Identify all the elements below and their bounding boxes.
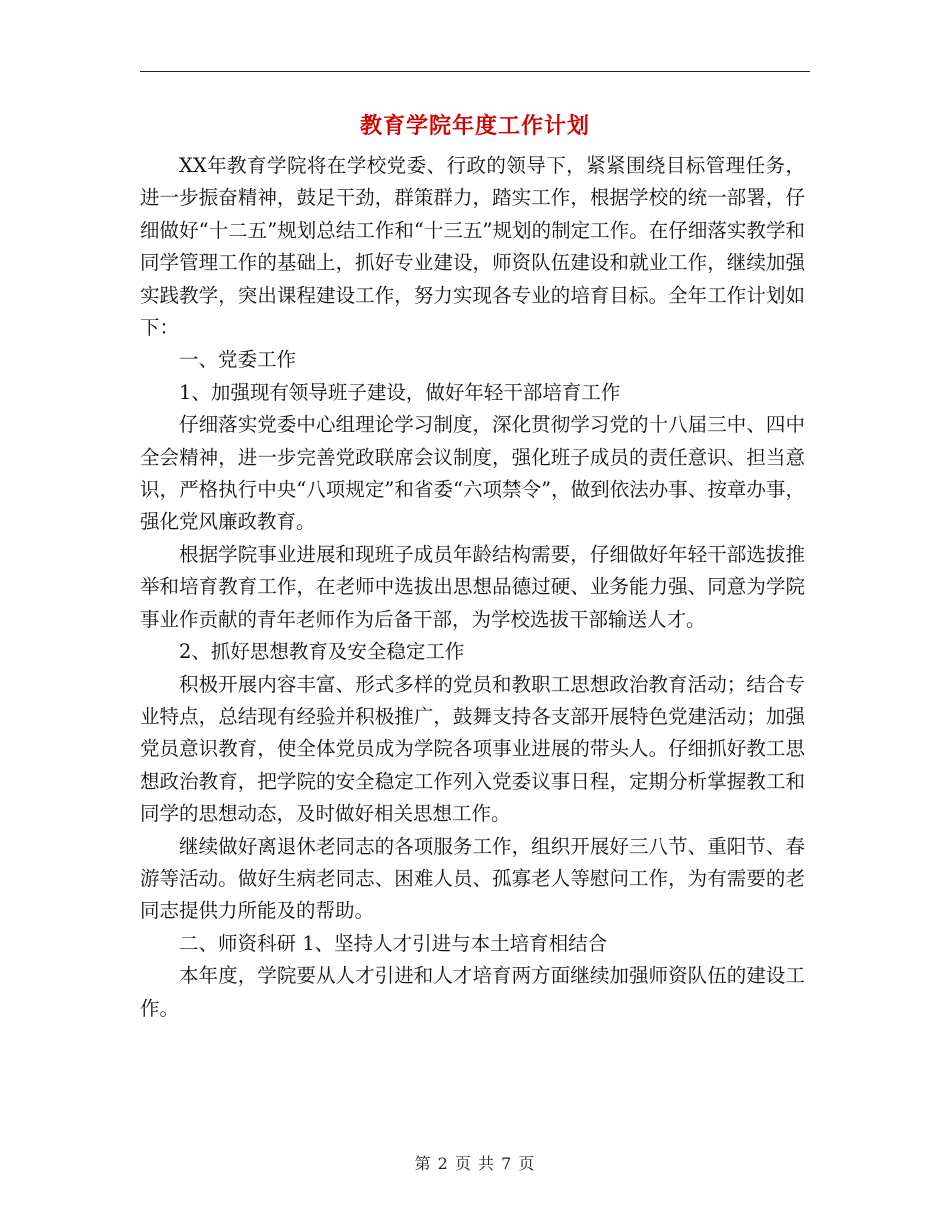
section-heading-party: 一、党委工作 xyxy=(179,348,297,372)
paragraph-political-education: 积极开展内容丰富、形式多样的党员和教职工思想政治教育活动；结合专业特点，总结现有经验并积极推广，鼓舞支持各支部开展特色党建活动；加强党员意识教育，使全体党员成为学院各项事业进展的带头人。仔细抓好教工思想政治教育，把学院的安全稳定工作列入党委议事日程，定期分析掌握教工和同学的思想动态，及时做好相关思想工作。 xyxy=(140,672,805,826)
paragraph-retiree-services: 继续做好离退休老同志的各项服务工作，组织开展好三八节、重阳节、春游等活动。做好生病老同志、困难人员、孤寡老人等慰问工作，为有需要的老同志提供力所能及的帮助。 xyxy=(140,834,805,923)
paragraph-faculty-building: 本年度，学院要从人才引进和人才培育两方面继续加强师资队伍的建设工作。 xyxy=(140,964,805,1020)
paragraph-young-cadres: 根据学院事业进展和现班子成员年龄结构需要，仔细做好年轻干部选拔推举和培育教育工作，在老师中选拔出思想品德过硬、业务能力强、同意为学院事业作贡献的青年老师作为后备干部，为学校选拔干部输送人才。 xyxy=(140,542,805,631)
subheading-leadership: 1、加强现有领导班子建设，做好年轻干部培育工作 xyxy=(179,380,621,404)
paragraph-theory-study: 仔细落实党委中心组理论学习制度，深化贯彻学习党的十八届三中、四中全会精神，进一步完善党政联席会议制度，强化班子成员的责任意识、担当意识，严格执行中央“八项规定”和省委“六项禁令”，做到依法办事、按章办事，强化党风廉政教育。 xyxy=(140,413,805,534)
section-heading-faculty-research: 二、师资科研 1、坚持人才引进与本土培育相结合 xyxy=(179,931,608,955)
paragraph-intro: XX年教育学院将在学校党委、行政的领导下，紧紧围绕目标管理任务，进一步振奋精神，鼓足干劲，群策群力，踏实工作，根据学校的统一部署，仔细做好“十二五”规划总结工作和“十三五”规划的制定工作。在仔细落实教学和同学管理工作的基础上，抓好专业建设，师资队伍建设和就业工作，继续加强实践教学，突出课程建设工作，努力实现各专业的培育目标。全年工作计划如下： xyxy=(140,154,805,340)
document-title: 教育学院年度工作计划 xyxy=(359,113,590,139)
subheading-ideology-safety: 2、抓好思想教育及安全稳定工作 xyxy=(179,640,465,664)
header-rule xyxy=(140,71,810,72)
page-number: 第 2 页 共 7 页 xyxy=(414,1154,536,1173)
document-body xyxy=(140,150,805,1025)
